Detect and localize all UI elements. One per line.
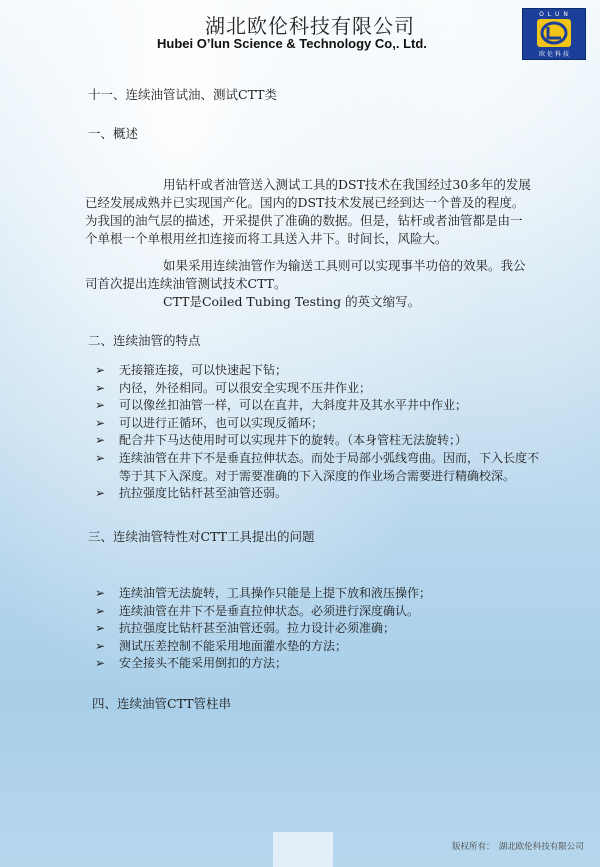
logo-top-text: O L U N xyxy=(539,11,569,18)
arrow-bullet-icon: ➢ xyxy=(95,621,106,636)
arrow-bullet-icon: ➢ xyxy=(95,433,106,448)
section2-heading: 二、连续油管的特点 xyxy=(88,333,201,348)
arrow-bullet-icon: ➢ xyxy=(95,380,106,395)
list-item: ➢ 安全接头不能采用倒扣的方法； xyxy=(95,655,541,673)
logo-bottom-text: 欧 伦 科 技 xyxy=(539,51,569,58)
arrow-bullet-icon: ➢ xyxy=(95,363,106,377)
section1-para1: 用钻杆或者油管送入测试工具的DST技术在我国经过30多年的发展已经发展成熟并已实现国产化。国内的DST技术发展已经到达一个普及的程度。为我国的油气层的描述，开采提供了准确的数据。但是，钻杆或者油管都是由一个单根一个单根用丝扣连接而将工具送入井下。时间长，风险大。 xyxy=(85,177,531,246)
list-item: ➢ 连续油管无法旋转，工具操作只能是上提下放和液压操作； xyxy=(95,585,541,603)
arrow-bullet-icon: ➢ xyxy=(95,586,106,600)
document-title: 十一、连续油管试油、测试CTT类 xyxy=(88,87,277,102)
arrow-bullet-icon: ➢ xyxy=(95,398,106,413)
section2-list xyxy=(95,362,541,503)
list-item: ➢ 内径，外径相同。可以很安全实现不压井作业； xyxy=(95,380,541,398)
arrow-bullet-icon: ➢ xyxy=(95,603,106,618)
section3-heading: 三、连续油管特性对CTT工具提出的问题 xyxy=(88,529,315,544)
arrow-bullet-icon: ➢ xyxy=(95,486,106,501)
arrow-bullet-icon: ➢ xyxy=(95,656,106,671)
logo-emblem-icon xyxy=(537,19,571,47)
list-item: ➢ 可以进行正循环，也可以实现反循环； xyxy=(95,415,541,433)
section1-heading: 一、概述 xyxy=(88,126,139,141)
page-header xyxy=(0,0,600,64)
footer-copyright: 版权所有： 湖北欧伦科技有限公司 xyxy=(452,842,584,852)
list-item: ➢ 可以像丝扣油管一样，可以在直井，大斜度井及其水平井中作业； xyxy=(95,397,541,415)
company-name-cn: 湖北欧伦科技有限公司 xyxy=(205,14,415,38)
list-item: ➢ 测试压差控制不能采用地面灌水垫的方法； xyxy=(95,638,541,656)
arrow-bullet-icon: ➢ xyxy=(95,450,106,465)
company-name-en: Hubei O’lun Science & Technology Co,. Ltd. xyxy=(157,36,427,51)
arrow-bullet-icon: ➢ xyxy=(95,415,106,430)
list-item: ➢ 连续油管在井下不是垂直拉伸状态。必须进行深度确认。 xyxy=(95,603,541,621)
arrow-bullet-icon: ➢ xyxy=(95,638,106,653)
list-item: ➢ 配合井下马达使用时可以实现井下的旋转。（本身管柱无法旋转；） xyxy=(95,432,541,450)
list-item: ➢ 连续油管在井下不是垂直拉伸状态。而处于局部小弧线弯曲。因而，下入长度不等于其下入深度。对于需要准确的下入深度的作业场合需要进行精确校深。 xyxy=(95,450,540,483)
footer-placeholder-box xyxy=(273,832,333,867)
section4-heading: 四、连续油管CTT管柱串 xyxy=(92,696,231,711)
section1-para2: 如果采用连续油管作为输送工具则可以实现事半功倍的效果。我公司首次提出连续油管测试技术CTT。 xyxy=(85,258,526,291)
section1-para3: CTT是Coiled Tubing Testing 的英文缩写。 xyxy=(163,294,421,309)
list-item: ➢ 无接箍连接，可以快速起下钻； xyxy=(95,362,541,380)
list-item: ➢ 抗拉强度比钻杆甚至油管还弱。 xyxy=(95,485,541,503)
list-item: ➢ 抗拉强度比钻杆甚至油管还弱。拉力设计必须准确； xyxy=(95,620,541,638)
company-logo xyxy=(522,8,586,60)
section3-list xyxy=(95,585,541,673)
